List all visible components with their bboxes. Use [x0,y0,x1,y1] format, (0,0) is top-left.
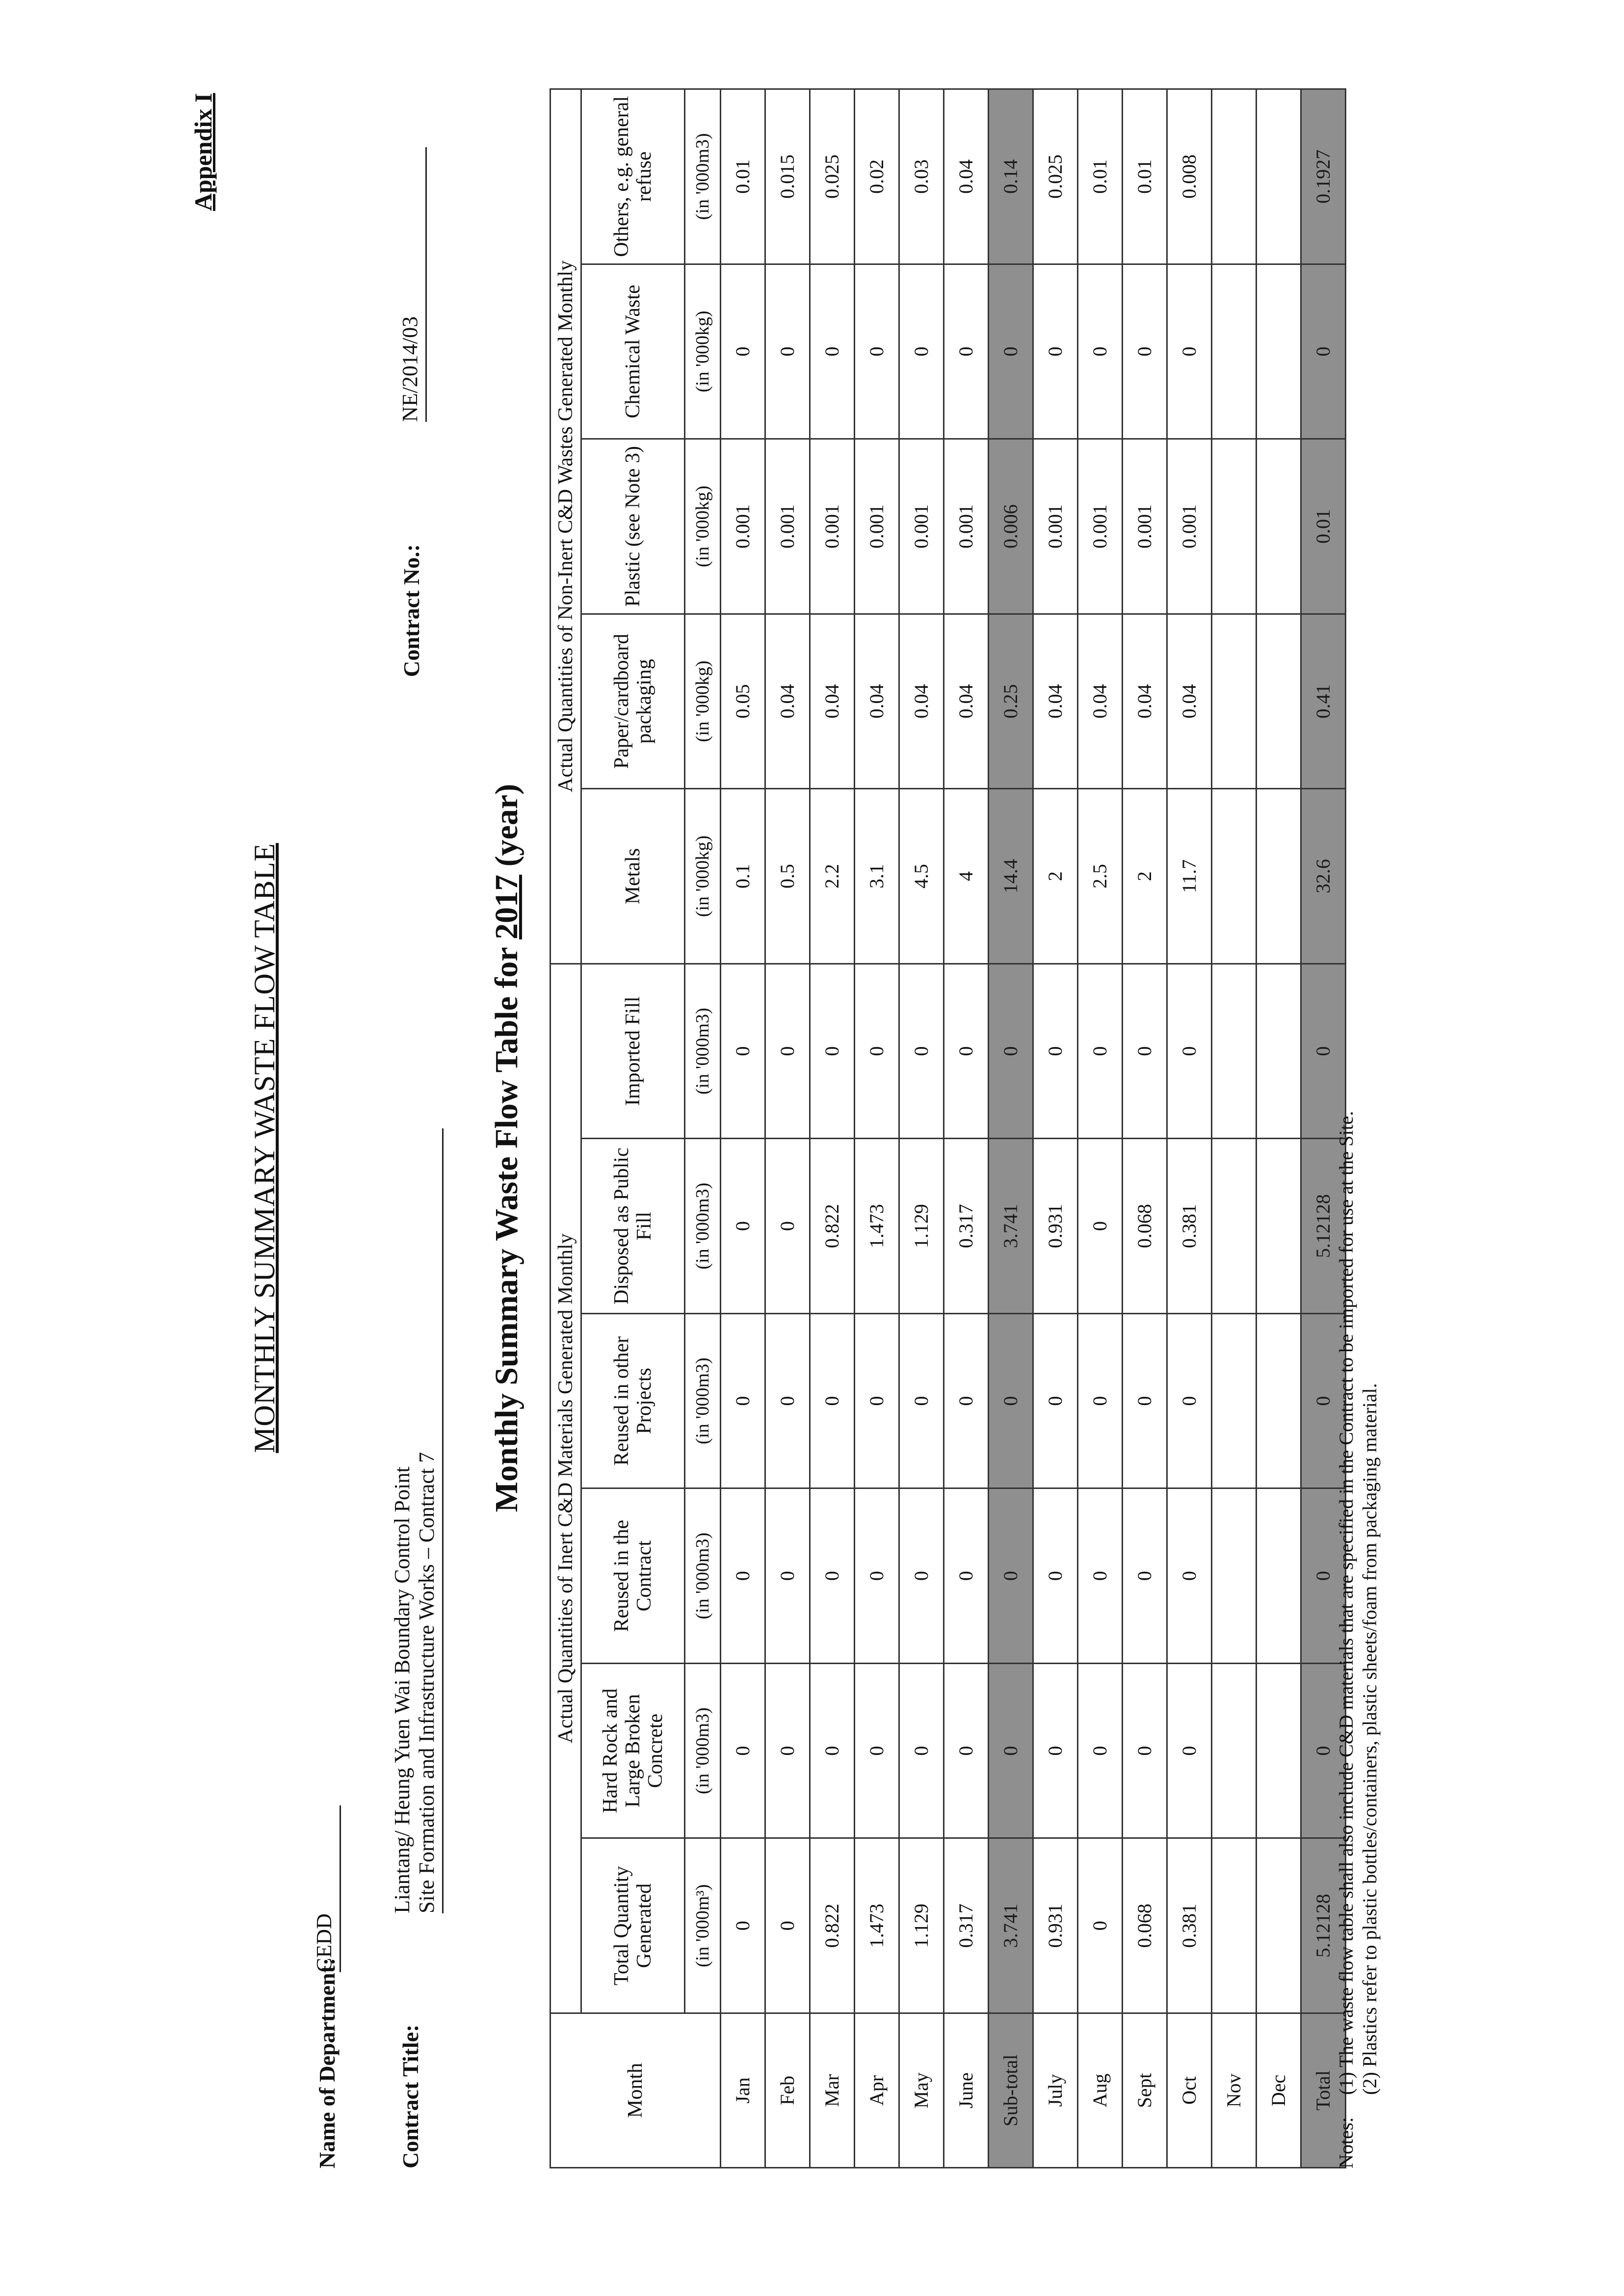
column-header: Reused in other Projects [581,1313,685,1488]
table-cell: 1.473 [855,1838,899,2013]
column-unit: (in '000kg) [685,614,721,789]
document-title: MONTHLY SUMMARY WASTE FLOW TABLE [248,843,281,1453]
table-cell: 0 [765,1838,810,2013]
table-cell: 0.02 [855,89,899,264]
table-cell: 0 [1078,264,1123,439]
table-cell: 0 [1167,1313,1212,1488]
month-cell: June [944,2013,989,2168]
table-cell: 0 [810,1663,855,1838]
table-cell: 5.12128 [1301,1838,1346,2013]
contract-title-label: Contract Title: [398,2024,423,2168]
table-cell: 0.068 [1123,1838,1167,2013]
table-cell: 0 [944,1313,989,1488]
table-cell: 0 [1167,1663,1212,1838]
table-cell: 0.931 [1033,1838,1078,2013]
column-unit: (in '000m³) [685,1838,721,2013]
table-cell: 0 [765,1663,810,1838]
table-cell: 0.006 [989,439,1033,614]
column-header: Plastic (see Note 3) [581,439,685,614]
column-header: Metals [581,789,685,964]
table-cell [1212,614,1257,789]
table-cell: 0 [1078,1488,1123,1664]
table-cell: 0.068 [1123,1139,1167,1314]
table-cell: 4.5 [899,789,944,964]
table-row [899,89,944,2168]
table-cell: 0.04 [1123,614,1167,789]
table-cell: 0.822 [810,1139,855,1314]
table-cell [1212,439,1257,614]
table-cell: 0 [765,964,810,1139]
table-cell: 0.001 [1167,439,1212,614]
table-cell: 0 [855,1663,899,1838]
waste-flow-table [550,88,1346,2168]
month-cell: Aug [1078,2013,1123,2168]
table-cell: 0 [721,964,765,1139]
note-line: (2) Plastics refer to plastic bottles/containers, plastic sheets/foam from packaging material. [1359,1383,1381,2095]
table-cell: 0 [765,264,810,439]
table-cell: 0 [855,264,899,439]
table-cell: 0 [721,264,765,439]
table-cell: 0.1927 [1301,89,1346,264]
table-cell: 2 [1033,789,1078,964]
table-cell: 0.822 [810,1838,855,2013]
month-cell: Mar [810,2013,855,2168]
table-cell: 0.04 [944,614,989,789]
table-cell: 0.001 [1123,439,1167,614]
table-cell: 0.01 [721,89,765,264]
table-cell: 0.001 [721,439,765,614]
table-cell [1257,1663,1301,1838]
table-cell [1257,264,1301,439]
table-cell: 0.03 [899,89,944,264]
table-cell: 0 [721,1488,765,1664]
column-unit: (in '000kg) [685,789,721,964]
table-cell [1257,1838,1301,2013]
contract-title-line-2: Site Formation and Infrastructure Works – Contract 7 [415,1452,439,1913]
table-cell: 3.741 [989,1838,1033,2013]
table-cell: 0 [1301,1663,1346,1838]
table-cell: 0.41 [1301,614,1346,789]
table-cell: 0.04 [1078,614,1123,789]
table-row [1257,89,1301,2168]
table-cell: 3.741 [989,1139,1033,1314]
table-cell: 0 [1301,1313,1346,1488]
table-cell: 0.001 [765,439,810,614]
table-cell: 4 [944,789,989,964]
column-header: Reused in the Contract [581,1488,685,1664]
month-cell: Dec [1257,2013,1301,2168]
table-cell: 0 [899,1663,944,1838]
table-cell: 1.129 [899,1139,944,1314]
table-cell: 0.04 [1033,614,1078,789]
group-header-noninert: Actual Quantities of Non-Inert C&D Wastes Generated Monthly [550,89,581,964]
column-header: Paper/cardboard packaging [581,614,685,789]
table-row [810,89,855,2168]
table-cell: 0 [855,964,899,1139]
table-cell: 2.5 [1078,789,1123,964]
notes-label: Notes: [1335,2117,1357,2168]
table-cell: 11.7 [1167,789,1212,964]
table-cell [1257,1313,1301,1488]
table-cell: 0.04 [1167,614,1212,789]
table-cell [1212,1488,1257,1664]
table-cell [1257,89,1301,264]
column-unit: (in '000m3) [685,1139,721,1314]
table-cell: 0 [810,964,855,1139]
table-cell: 0 [1301,964,1346,1139]
table-row-summary [989,89,1033,2168]
table-cell: 0.04 [855,614,899,789]
table-cell: 0 [989,1313,1033,1488]
table-cell: 0 [1123,264,1167,439]
table-cell: 2.2 [810,789,855,964]
table-cell: 0.001 [1078,439,1123,614]
table-cell: 0 [899,264,944,439]
table-cell: 0 [810,1488,855,1664]
table-cell: 0 [944,264,989,439]
table-cell: 0 [1078,1838,1123,2013]
table-cell: 0 [855,1488,899,1664]
column-header: Disposed as Public Fill [581,1139,685,1314]
department-value: CEDD [312,1805,341,1972]
table-cell: 0 [1033,1663,1078,1838]
table-row [855,89,899,2168]
table-cell: 0 [1167,1488,1212,1664]
table-cell [1257,1488,1301,1664]
table-cell [1212,964,1257,1139]
table-row [1167,89,1212,2168]
table-cell: 0 [899,964,944,1139]
table-cell: 0 [810,1313,855,1488]
table-cell: 1.129 [899,1838,944,2013]
table-body [721,89,1346,2168]
table-cell [1212,89,1257,264]
table-cell: 0 [944,1488,989,1664]
table-cell: 0.015 [765,89,810,264]
table-cell: 0 [1301,264,1346,439]
table-cell: 1.473 [855,1139,899,1314]
group-header-inert: Actual Quantities of Inert C&D Materials Generated Monthly [550,964,581,2013]
month-cell: July [1033,2013,1078,2168]
column-unit: (in '000m3) [685,964,721,1139]
table-cell: 0.001 [944,439,989,614]
column-header-month: Month [550,2013,721,2168]
table-cell [1212,1139,1257,1314]
unit-header-row [685,89,721,2168]
table-cell: 0.931 [1033,1139,1078,1314]
column-unit: (in '000kg) [685,264,721,439]
table-cell: 0 [899,1313,944,1488]
table-cell [1212,1838,1257,2013]
table-cell: 0 [989,264,1033,439]
table-row [721,89,765,2168]
month-cell: Sub-total [989,2013,1033,2168]
table-cell: 0.25 [989,614,1033,789]
table-cell: 0 [944,1663,989,1838]
table-cell: 0.001 [899,439,944,614]
table-cell: 0.317 [944,1139,989,1314]
table-cell: 0 [721,1838,765,2013]
column-header: Imported Fill [581,964,685,1139]
table-cell: 0.04 [810,614,855,789]
notes-lines [1335,1111,1382,2095]
table-cell: 0 [855,1313,899,1488]
table-cell: 0 [1167,264,1212,439]
table-row [765,89,810,2168]
table-cell: 0.01 [1078,89,1123,264]
column-unit: (in '000m3) [685,1488,721,1664]
table-cell: 0 [721,1663,765,1838]
table-cell: 0 [810,264,855,439]
table-row [1033,89,1078,2168]
table-cell: 0 [1123,1313,1167,1488]
table-cell: 0.025 [1033,89,1078,264]
notes [1335,1111,1382,2168]
table-heading-prefix: Monthly Summary Waste Flow Table for [489,939,524,1513]
table-cell: 0.317 [944,1838,989,2013]
table-cell: 0 [899,1488,944,1664]
table-row [1078,89,1123,2168]
table-row [1123,89,1167,2168]
table-cell: 14.4 [989,789,1033,964]
column-unit: (in '000m3) [685,1663,721,1838]
table-cell: 0 [1123,964,1167,1139]
table-cell: 0 [765,1488,810,1664]
table-cell: 0 [989,964,1033,1139]
month-cell: Apr [855,2013,899,2168]
table-cell: 0.04 [899,614,944,789]
table-cell: 0.01 [1123,89,1167,264]
month-cell: Feb [765,2013,810,2168]
table-cell: 0.381 [1167,1139,1212,1314]
contract-title-value [390,1128,444,1913]
table-row [1212,89,1257,2168]
table-cell [1212,264,1257,439]
column-header: Others, e.g. general refuse [581,89,685,264]
table-cell: 0 [1033,964,1078,1139]
table-cell: 0 [1033,1313,1078,1488]
table-cell: 0.008 [1167,89,1212,264]
table-cell: 0 [1123,1663,1167,1838]
month-cell: Total [1301,2013,1346,2168]
note-line: (1) The waste flow table shall also include C&D materials that are specified in the Contract to be imported for use at the Site. [1335,1111,1357,2095]
table-cell: 0 [1078,1313,1123,1488]
table-cell: 0.025 [810,89,855,264]
table-cell: 0.1 [721,789,765,964]
table-cell: 0 [721,1313,765,1488]
table-cell: 0.04 [944,89,989,264]
table-cell: 0 [989,1488,1033,1664]
table-cell: 3.1 [855,789,899,964]
table-cell: 0.04 [765,614,810,789]
table-cell [1257,439,1301,614]
month-cell: May [899,2013,944,2168]
table-heading-suffix: (year) [489,783,524,875]
month-cell: Jan [721,2013,765,2168]
table-cell: 0 [1078,1663,1123,1838]
table-cell: 0.381 [1167,1838,1212,2013]
column-header-row [581,89,685,2168]
table-cell: 32.6 [1301,789,1346,964]
table-cell: 0 [721,1139,765,1314]
contract-title-line-1: Liantang/ Heung Yuen Wai Boundary Control Point [390,1466,414,1913]
table-cell: 5.12128 [1301,1139,1346,1314]
table-row [944,89,989,2168]
appendix-label: Appendix I [189,93,217,211]
table-cell: 0 [765,1139,810,1314]
month-cell: Nov [1212,2013,1257,2168]
column-header: Total Quantity Generated [581,1838,685,2013]
table-cell [1212,1663,1257,1838]
table-cell: 0 [765,1313,810,1488]
column-unit: (in '000kg) [685,439,721,614]
column-unit: (in '000m3) [685,1313,721,1488]
table-cell [1212,1313,1257,1488]
table-cell: 0 [1033,1488,1078,1664]
table-cell [1257,964,1301,1139]
table-cell: 0 [989,1663,1033,1838]
table-cell: 2 [1123,789,1167,964]
table-cell: 0.001 [1033,439,1078,614]
column-header: Chemical Waste [581,264,685,439]
table-cell [1257,789,1301,964]
department-label: Name of Department: [314,1957,340,2168]
table-cell: 0.01 [1301,439,1346,614]
month-cell: Oct [1167,2013,1212,2168]
table-cell: 0 [1033,264,1078,439]
contract-no-value: NE/2014/03 [397,147,427,422]
column-header: Hard Rock and Large Broken Concrete [581,1663,685,1838]
contract-no-label: Contract No.: [399,544,424,677]
table-cell: 0.5 [765,789,810,964]
table-heading-year: 2017 [489,874,524,939]
column-unit: (in '000m3) [685,89,721,264]
table-cell [1257,1139,1301,1314]
table-cell [1257,614,1301,789]
table-cell: 0.05 [721,614,765,789]
group-header-row [550,89,581,2168]
table-cell: 0.001 [855,439,899,614]
month-cell: Sept [1123,2013,1167,2168]
table-cell: 0 [1167,964,1212,1139]
table-cell: 0.001 [810,439,855,614]
table-cell: 0 [1078,1139,1123,1314]
table-cell: 0 [1123,1488,1167,1664]
table-cell: 0.14 [989,89,1033,264]
table-heading [488,0,525,2296]
table-cell [1212,789,1257,964]
table-cell: 0 [944,964,989,1139]
table-cell: 0 [1078,964,1123,1139]
table-cell: 0 [1301,1488,1346,1664]
